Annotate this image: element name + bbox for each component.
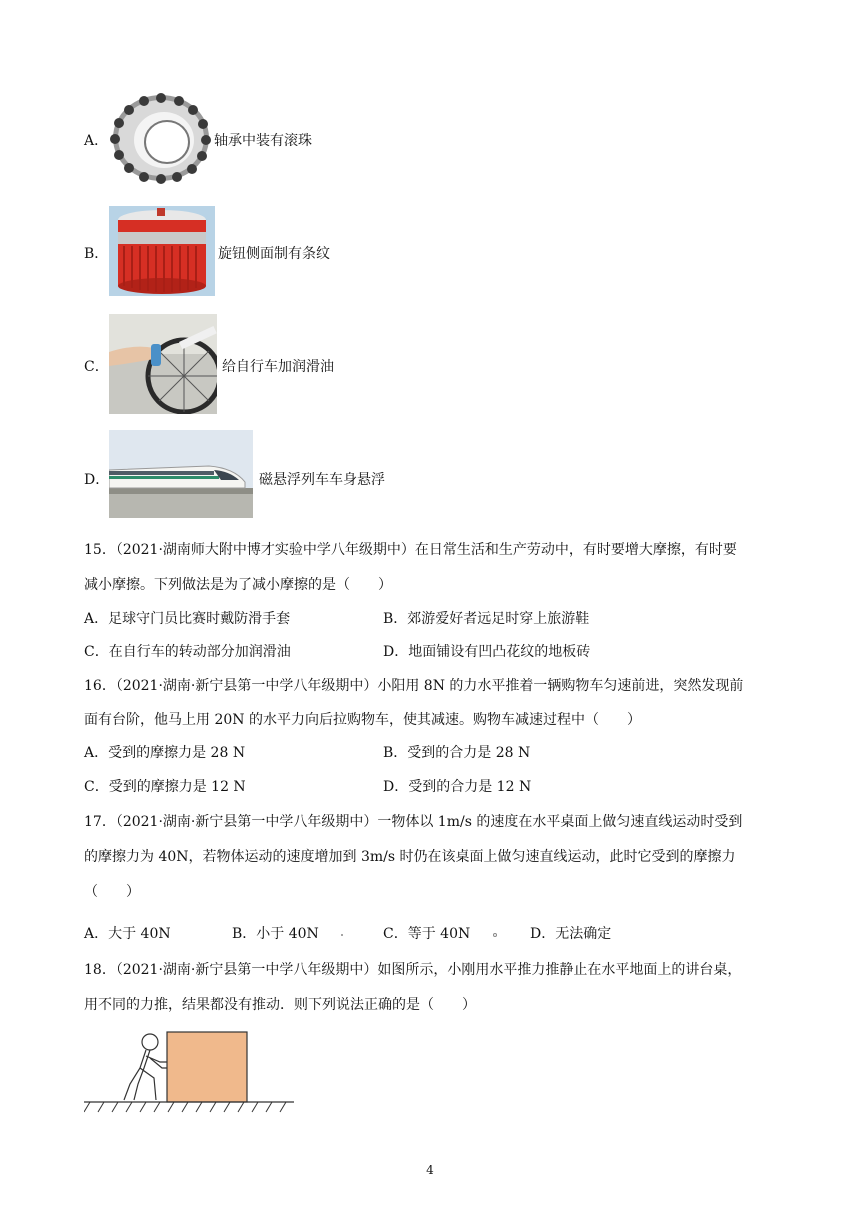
q16-option-c: C．受到的摩擦力是 12 N: [84, 779, 246, 795]
q15-option-c: C．在自行车的转动部分加润滑油: [84, 644, 291, 660]
q15-option-b: B．郊游爱好者远足时穿上旅游鞋: [383, 611, 590, 627]
option-b-letter: B．: [84, 246, 109, 262]
q17-stem-line2: 的摩擦力为 40N，若物体运动的速度增加到 3m/s 时仍在该桌面上做匀速直线运动，此时它受到的摩擦力: [84, 849, 736, 865]
q17-option-d: D．无法确定: [530, 926, 612, 942]
stray-mark: [493, 933, 497, 937]
q18-stem-line1: 18．（2021·湖南·新宁县第一中学八年级期中）如图所示，小刚用水平推力推静止在水平地面上的讲台桌，: [84, 962, 742, 978]
option-a-letter: A．: [84, 133, 109, 149]
q15-option-d: D．地面铺设有凹凸花纹的地板砖: [383, 644, 591, 660]
q17-stem-line1: 17．（2021·湖南·新宁县第一中学八年级期中）一物体以 1m/s 的速度在水平桌面上做匀速直线运动时受到: [84, 814, 743, 830]
option-c-letter: C．: [84, 359, 109, 375]
bicycle-oiling-image: [109, 314, 217, 414]
option-d-caption: 磁悬浮列车车身悬浮: [259, 472, 385, 488]
q16-option-d: D．受到的合力是 12 N: [383, 779, 532, 795]
q16-stem-line1: 16．（2021·湖南·新宁县第一中学八年级期中）小阳用 8N 的力水平推着一辆购物车匀速前进，突然发现前: [84, 678, 744, 694]
desk-box: [167, 1032, 247, 1102]
ball-bearing-image: [109, 92, 212, 184]
knob-image: [109, 206, 215, 296]
q16-option-a: A．受到的摩擦力是 28 N: [84, 745, 246, 761]
q16-option-b: B．受到的合力是 28 N: [383, 745, 531, 761]
q15-stem-line2: 减小摩擦。下列做法是为了减小摩擦的是（ ）: [84, 577, 392, 593]
stray-mark: [341, 934, 343, 936]
q18-stem-line2: 用不同的力推，结果都没有推动．则下列说法正确的是（ ）: [84, 997, 476, 1013]
pushing-desk-figure: [84, 1028, 298, 1120]
option-d-letter: D．: [84, 472, 110, 488]
q17-stem-line3: （ ）: [84, 884, 140, 900]
option-b-caption: 旋钮侧面制有条纹: [218, 246, 330, 262]
q17-option-b: B．小于 40N: [232, 926, 319, 942]
q17-option-c: C．等于 40N: [383, 926, 471, 942]
maglev-train-image: [109, 430, 253, 518]
q15-stem-line1: 15．（2021·湖南师大附中博才实验中学八年级期中）在日常生活和生产劳动中，有时要增大摩擦，有时要: [84, 542, 737, 558]
page-number: 4: [426, 1163, 434, 1177]
q15-option-a: A．足球守门员比赛时戴防滑手套: [84, 611, 291, 627]
q17-option-a: A．大于 40N: [84, 926, 171, 942]
q16-stem-line2: 面有台阶，他马上用 20N 的水平力向后拉购物车，使其减速。购物车减速过程中（ ）: [84, 712, 641, 728]
option-a-caption: 轴承中装有滚珠: [214, 133, 312, 149]
option-c-caption: 给自行车加润滑油: [222, 359, 334, 375]
